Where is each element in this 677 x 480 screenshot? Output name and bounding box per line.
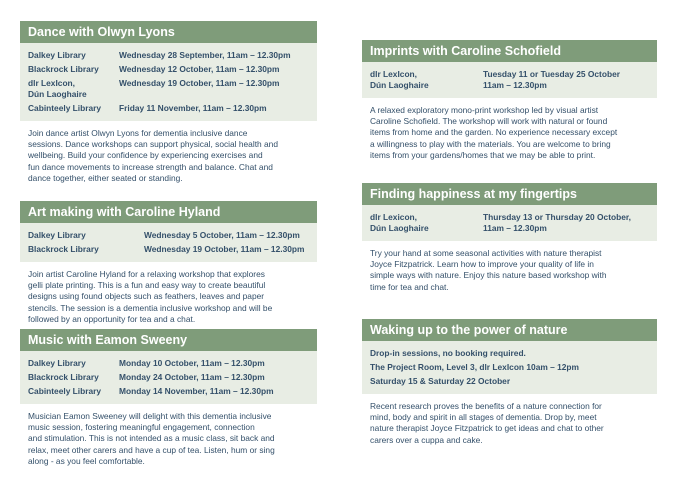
description-line: wellbeing. Build your confidence by experiencing exercises and (28, 150, 263, 161)
description-line: Joyce Fitzpatrick. Learn how to improve your quality of life in (370, 259, 594, 270)
description-line: fun dance movements to increase strength and balance. Chat and (28, 161, 273, 172)
date-time: Tuesday 11 or Tuesday 25 October 11am – 12.30pm (483, 69, 620, 90)
date-time: Wednesday 12 October, 11am – 12.30pm (119, 64, 280, 74)
description (20, 404, 317, 467)
description-line: items from your gardens/homes that we may be able to print. (370, 149, 596, 160)
schedule-table (362, 62, 657, 98)
description-line: carers over a cuppa and cake. (370, 434, 483, 445)
date-time: Wednesday 19 October, 11am – 12.30pm (119, 78, 280, 88)
description-line: designs using found objects such as feathers, leaves and paper (28, 291, 265, 302)
schedule-row (370, 212, 649, 234)
description-line: Join dance artist Olwyn Lyons for dementia inclusive dance (28, 128, 248, 138)
location: Cabinteely Library (28, 386, 102, 396)
description-line: mind, body and spirit in all stages of dementia. Drop by, meet (370, 412, 597, 423)
section-dance (20, 21, 317, 184)
description-line: time for tea and chat. (370, 281, 449, 292)
description-line: items from home and the garden. No experience necessary except (370, 127, 618, 138)
section-title: Music with Eamon Sweeny (20, 329, 317, 351)
location: dlr LexIcon, Dún Laoghaire (28, 78, 87, 99)
location: Blackrock Library (28, 244, 99, 254)
schedule-table (20, 223, 317, 262)
info-box (362, 341, 657, 394)
description-line: music session, fostering meaningful engagement, connection (28, 422, 255, 433)
schedule-table (20, 43, 317, 121)
section-imprints (362, 40, 657, 161)
description-line: a willingness to play with the materials. You are welcome to bring (370, 138, 611, 149)
section-title: Waking up to the power of nature (362, 319, 657, 341)
location: dlr Lexicon, Dún Laoghaire (370, 212, 429, 233)
section-title: Dance with Olwyn Lyons (20, 21, 317, 43)
location: dlr LexIcon, Dún Laoghaire (370, 69, 429, 90)
location: Dalkey Library (28, 50, 86, 60)
date-time: Monday 24 October, 11am – 12.30pm (119, 372, 265, 382)
description-line: and stimulation. This is not intended as a music class, sit back and (28, 433, 275, 444)
description-line: Try your hand at some seasonal activities with nature therapist (370, 248, 602, 258)
date-time: Friday 11 November, 11am – 12.30pm (119, 103, 267, 113)
location: Blackrock Library (28, 372, 99, 382)
description (20, 121, 317, 184)
description-line: Recent research proves the benefits of a nature connection for (370, 401, 602, 411)
schedule-row (28, 358, 309, 369)
section-happiness (362, 183, 657, 293)
description (362, 241, 657, 293)
section-music (20, 329, 317, 467)
schedule-row (28, 64, 309, 75)
date-time: Thursday 13 or Thursday 20 October, 11am – 12.30pm (483, 212, 632, 233)
description-line: dance together, either seated or standing. (28, 172, 183, 183)
schedule-row (28, 50, 309, 61)
section-art (20, 201, 317, 325)
description-line: stencils. The session is a dementia inclusive workshop and will be (28, 302, 273, 313)
location: Blackrock Library (28, 64, 99, 74)
info-line: Saturday 15 & Saturday 22 October (370, 376, 511, 386)
description-line: Musician Eamon Sweeney will delight with this dementia inclusive (28, 411, 272, 421)
section-title: Imprints with Caroline Schofield (362, 40, 657, 62)
description-line: gelli plate printing. This is a fun and easy way to create beautiful (28, 280, 266, 291)
description (20, 262, 317, 325)
date-time: Wednesday 5 October, 11am – 12.30pm (144, 230, 300, 240)
section-waking (362, 319, 657, 446)
location: Dalkey Library (28, 230, 86, 240)
description-line: relax, meet other carers and have a cup of tea. Listen, hum or sing (28, 444, 275, 455)
schedule-row (28, 103, 309, 114)
location: Cabinteely Library (28, 103, 102, 113)
section-title: Finding happiness at my fingertips (362, 183, 657, 205)
description-line: Caroline Schofield. The workshop will work with natural or found (370, 116, 608, 127)
date-time: Wednesday 19 October, 11am – 12.30pm (144, 244, 305, 254)
description (362, 394, 657, 446)
description-line: simple ways with nature. Enjoy this nature based workshop with (370, 270, 607, 281)
section-title: Art making with Caroline Hyland (20, 201, 317, 223)
description-line: followed by an opportunity for tea and a chat. (28, 313, 196, 324)
info-line: Drop-in sessions, no booking required. (370, 348, 526, 358)
description (362, 98, 657, 161)
description-line: nature therapist Joyce Fitzpatrick to get ideas and chat to other (370, 423, 604, 434)
description-line: along - as you feel comfortable. (28, 455, 145, 466)
schedule-table (362, 205, 657, 241)
info-line: The Project Room, Level 3, dlr LexIcon 10am – 12pm (370, 362, 579, 372)
schedule-row (28, 230, 309, 241)
schedule-row (28, 78, 309, 100)
description-line: sessions. Dance workshops can support physical, social health and (28, 139, 278, 150)
location: Dalkey Library (28, 358, 86, 368)
schedule-row (28, 372, 309, 383)
date-time: Wednesday 28 September, 11am – 12.30pm (119, 50, 291, 60)
schedule-table (20, 351, 317, 404)
schedule-row (370, 69, 649, 91)
date-time: Monday 14 November, 11am – 12.30pm (119, 386, 274, 396)
schedule-row (28, 386, 309, 397)
description-line: A relaxed exploratory mono-print workshop led by visual artist (370, 105, 599, 115)
date-time: Monday 10 October, 11am – 12.30pm (119, 358, 265, 368)
description-line: Join artist Caroline Hyland for a relaxing workshop that explores (28, 269, 265, 279)
schedule-row (28, 244, 309, 255)
